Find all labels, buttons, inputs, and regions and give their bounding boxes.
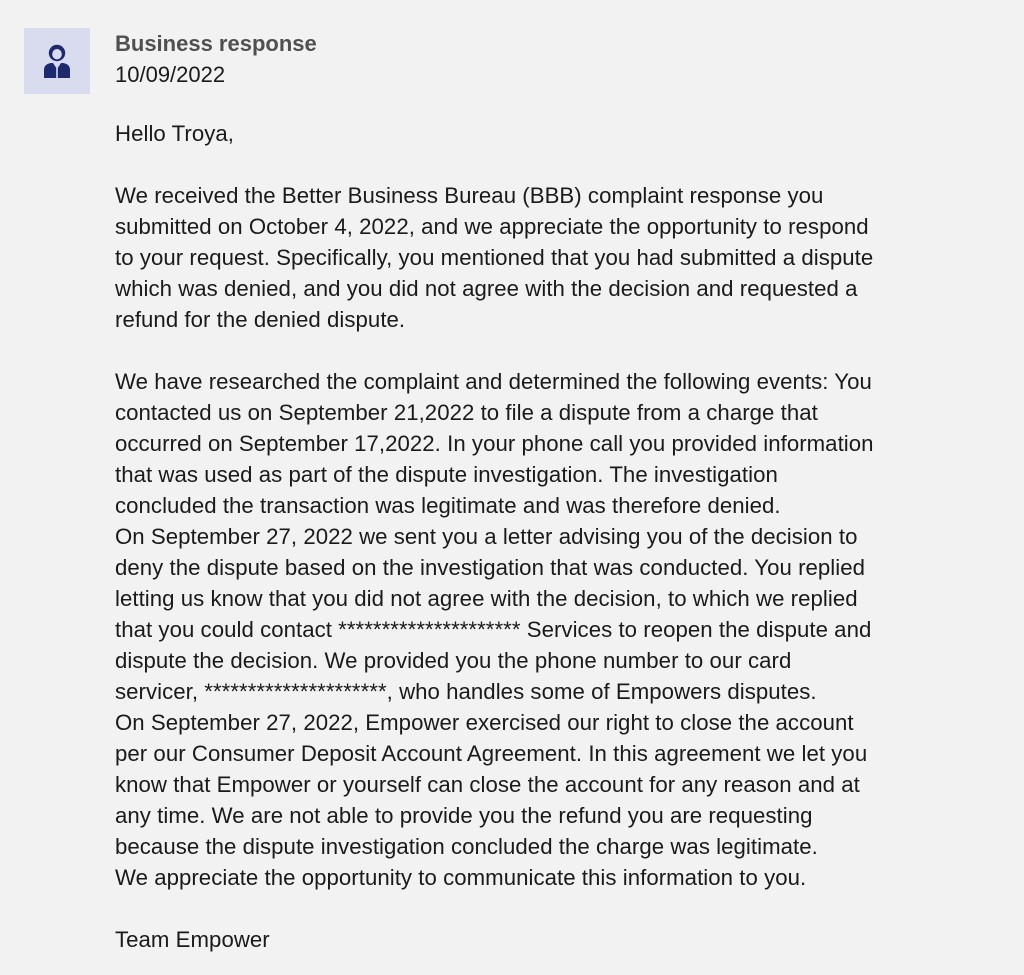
response-date: 10/09/2022 (115, 62, 226, 87)
response-header (115, 28, 317, 90)
business-person-icon (42, 44, 72, 78)
response-body: Hello Troya, We received the Better Business Bureau (BBB) complaint response you submitted on October 4, 2022, and we appreciate the opportunity to respond to your request. Specifically, you mentioned that you had submitted a dispute which was denied, and you did not agree with the decision and requested a refund for the denied dispute. We have researched the complaint and determined the following events: You contacted us on September 21,2022 to file a dispute from a charge that occurred on September 17,2022. In your phone call you provided information that was used as part of the dispute investigation. The investigation concluded the transaction was legitimate and was therefore denied. On September 27, 2022 we sent you a letter advising you of the decision to deny the dispute based on the investigation that was conducted. You replied letting us know that you did not agree with the decision, to which we replied that you could contact ********************* Services to reopen the dispute and dispute the decision. We provided you the phone number to our card servicer, *********************, who handles some of Empowers disputes. On September 27, 2022, Empower exercised our right to close the account per our Consumer Deposit Account Agreement. In this agreement we let you know that Empower or yourself can close the account for any reason and at any time. We are not able to provide you the refund you are requesting because the dispute investigation concluded the charge was legitimate. We appreciate the opportunity to communicate this information to you. Team Empower (115, 121, 874, 952)
avatar (24, 28, 90, 94)
response-title: Business response (115, 31, 317, 56)
